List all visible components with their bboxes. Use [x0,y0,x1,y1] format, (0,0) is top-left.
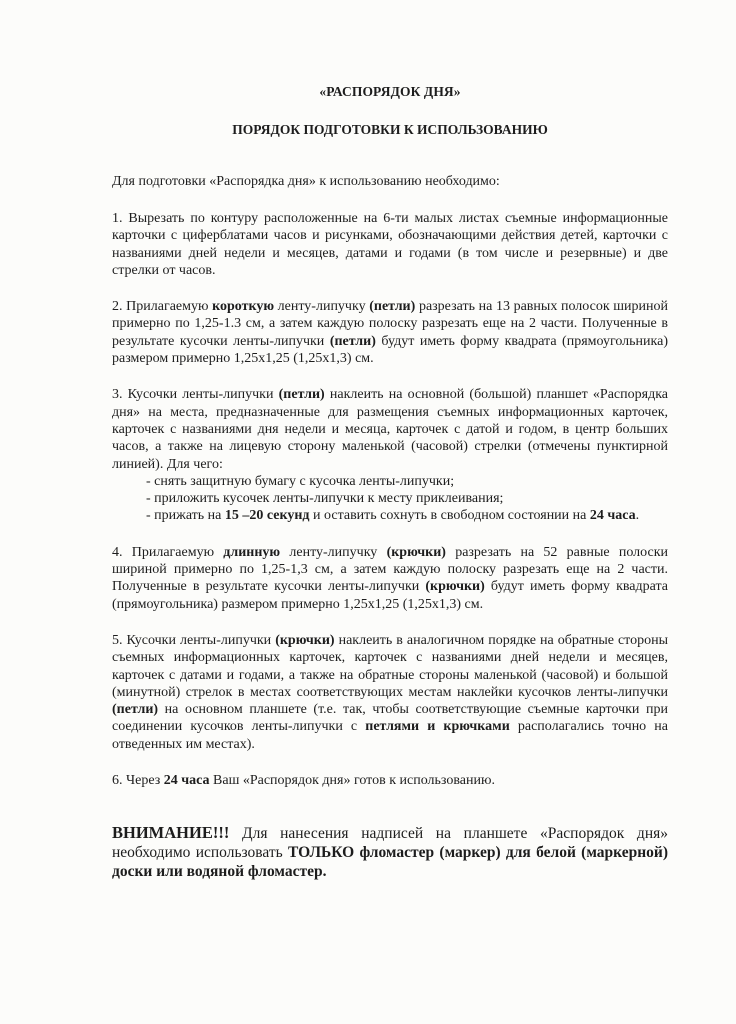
bold-run: (крючки) [386,544,446,560]
intro-text: Для подготовки «Распорядка дня» к использованию необходимо: [112,174,500,189]
text-run: Ваш «Распорядок дня» готов к использованию. [209,773,495,789]
text-run: располагались точно на отведенных им местах). [112,719,669,752]
text-run: наклеить на основной (большой) планшет «Распорядка дня» на места, предназначенные для размещения съемных информационных карточек, карточек с названиями дня недели и месяца, карточек с датой и годом, в центр больших часов, а также на лицевую сторону маленькой (часовой) стрелки (отмечены пунктирной линией). Для чего: [112,387,668,472]
text-run: наклеить в аналогичном порядке на обратные стороны съемных информационных карточек, карточек с названиями дней недели и месяцев, карточек с датами и годами, а также на обратные стороны маленькой (часовой) и большой (минутной) стрелок в местах соответствующих местам наклейки кусочков ленты-липучки [112,632,668,700]
text-run: на основном планшете (т.е. так, чтобы соответствующие съемные карточки при соединении кусочков ленты-липучки с [112,702,668,735]
paragraph-6 [112,772,668,789]
step-1: - снять защитную бумагу с кусочка ленты-липучки; [146,473,455,489]
text-run: 6. Через [112,773,164,789]
text-run: 4. Прилагаемую [112,544,224,560]
text-run: будут иметь форму квадрата (прямоугольника) размером примерно 1,25х1,25 (1,25х1,3) см. [112,333,668,367]
warning-heading: ВНИМАНИЕ!!! [112,823,230,843]
bold-run: (петли) [369,299,416,315]
text-run: 5. Кусочки ленты-липучки [112,632,276,648]
bold-run: 24 часа [163,773,210,789]
text-run: разрезать на 13 равных полосок шириной примерно по 1,25-1.3 см, а затем каждую полоску разрезать еще на 2 части. Полученные в результате кусочки ленты-липучки [112,299,669,349]
paragraph-4 [112,544,668,613]
paragraph-3 [112,386,668,524]
bold-run: (петли) [329,333,376,349]
bold-run: короткую [212,299,275,315]
text-run: и оставить сохнуть в свободном состоянии на [309,508,590,524]
text-run: . [635,508,640,524]
paragraph-2 [112,298,668,367]
bold-run: (крючки) [425,579,485,595]
text-run: Для нанесения надписей на планшете «Распорядок дня» необходимо использовать [112,825,668,862]
text-run: разрезать на 52 равные полоски шириной примерно по 1,25-1,3 см, а затем каждую полоску разрезать еще на 2 части. Полученные в результате кусочки ленты-липучки [112,544,669,595]
bold-run: ТОЛЬКО фломастер (маркер) для белой (маркерной) доски или водяной фломастер. [112,844,668,881]
bold-run: 24 часа [589,508,636,524]
text-run: ленту-липучку [274,299,370,315]
paragraph-5 [112,632,668,753]
text-run: ленту-липучку [280,544,387,560]
bold-run: петлями и крючками [365,719,510,735]
text-run: будут иметь форму квадрата (прямоугольника) размером примерно 1,25х1,25 (1,25х1,3) см. [112,579,668,612]
bold-run: (петли) [112,702,159,718]
document-subtitle: ПОРЯДОК ПОДГОТОВКИ К ИСПОЛЬЗОВАНИЮ [232,122,548,137]
bold-run: 15 –20 секунд [224,508,310,524]
paragraph-1: 1. Вырезать по контуру расположенные на 6-ти малых листах съемные информационные карточки с циферблатами часов и рисунками, обозначающими действия детей, карточки с названиями дней недели и месяцев, датами и годами (в том числе и резервные) и две стрелки от часов. [112,211,668,278]
step-3 [146,507,668,524]
bold-run: (крючки) [275,632,335,648]
text-run: 3. Кусочки ленты-липучки [112,387,279,403]
document-title: «РАСПОРЯДОК ДНЯ» [319,84,461,99]
step-2: - приложить кусочек ленты-липучки к месту приклеивания; [146,491,504,507]
bold-run: (петли) [278,387,325,403]
text-run: - прижать на [146,508,225,524]
text-run: 2. Прилагаемую [112,299,213,315]
warning-note [112,823,668,881]
bold-run: длинную [223,544,281,560]
